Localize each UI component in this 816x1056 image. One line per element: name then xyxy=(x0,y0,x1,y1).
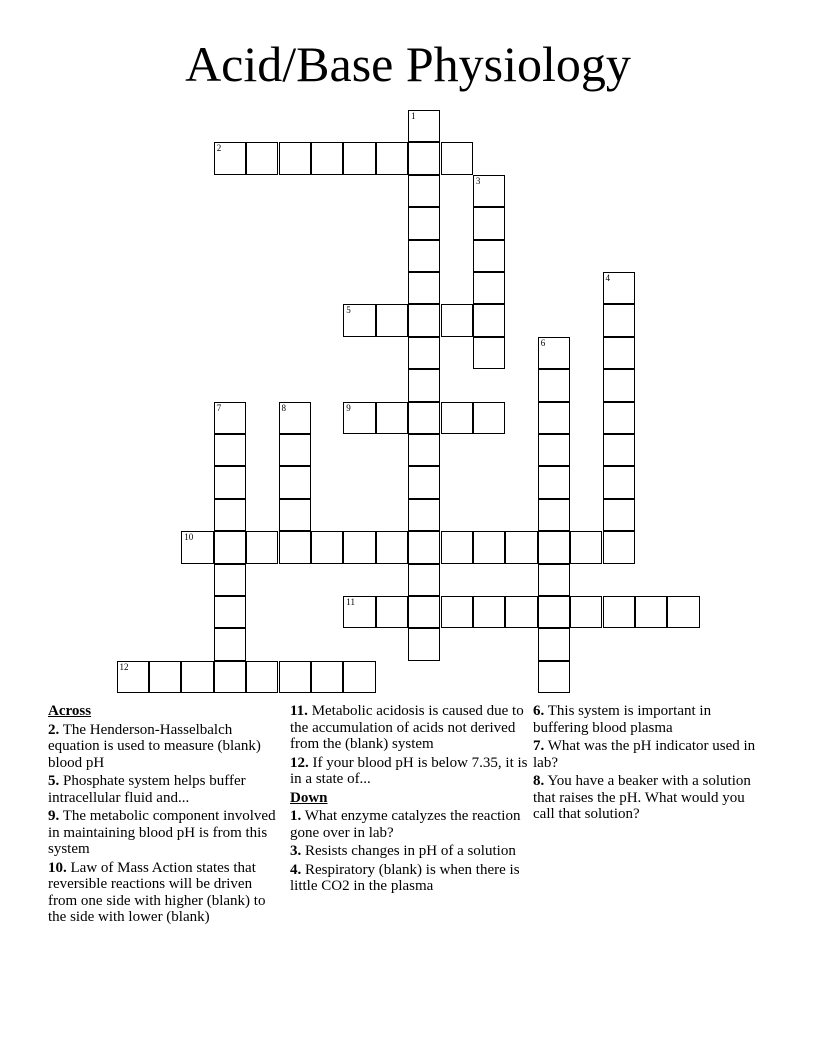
cell-number: 11 xyxy=(346,597,355,607)
across-clue-5 xyxy=(48,773,284,806)
grid-cell[interactable] xyxy=(408,434,440,466)
grid-cell[interactable] xyxy=(473,596,505,628)
clue-number: 10. xyxy=(48,859,67,876)
grid-cell[interactable] xyxy=(408,564,440,596)
page-title: Acid/Base Physiology xyxy=(185,36,631,92)
grid-cell[interactable] xyxy=(603,499,635,531)
grid-cell[interactable] xyxy=(279,661,311,693)
grid-cell[interactable] xyxy=(441,531,473,563)
clue-number: 2. xyxy=(48,721,60,738)
grid-cell[interactable] xyxy=(408,628,440,660)
clue-number: 8. xyxy=(533,773,545,789)
grid-cell[interactable] xyxy=(473,175,505,207)
grid-cell[interactable] xyxy=(214,466,246,498)
down-heading: Down xyxy=(290,789,328,806)
grid-cell[interactable] xyxy=(181,661,213,693)
grid-cell[interactable] xyxy=(408,369,440,401)
grid-cell[interactable] xyxy=(279,402,311,434)
clue-text: You have a beaker with a solution that raises the pH. What would you call that solution? xyxy=(533,773,751,822)
grid-cell[interactable] xyxy=(376,142,408,174)
cell-number: 8 xyxy=(281,402,286,413)
grid-cell[interactable] xyxy=(538,564,570,596)
grid-cell[interactable] xyxy=(441,402,473,434)
grid-cell[interactable] xyxy=(603,466,635,498)
grid-cell[interactable] xyxy=(214,661,246,693)
down-clue-3 xyxy=(290,843,528,860)
grid-cell[interactable] xyxy=(214,531,246,563)
grid-cell[interactable] xyxy=(408,402,440,434)
clue-text: What was the pH indicator used in lab? xyxy=(533,738,756,771)
grid-cell[interactable] xyxy=(343,596,375,628)
grid-cell[interactable] xyxy=(635,596,667,628)
clue-number: 7. xyxy=(533,738,545,754)
grid-cell[interactable] xyxy=(538,369,570,401)
grid-cell[interactable] xyxy=(473,272,505,304)
grid-cell[interactable] xyxy=(538,402,570,434)
grid-cell[interactable] xyxy=(149,661,181,693)
grid-cell[interactable] xyxy=(408,531,440,563)
grid-cell[interactable] xyxy=(408,499,440,531)
grid-cell[interactable] xyxy=(376,304,408,336)
grid-cell[interactable] xyxy=(408,110,440,142)
grid-cell[interactable] xyxy=(214,434,246,466)
grid-cell[interactable] xyxy=(538,531,570,563)
across-clue-11 xyxy=(290,703,528,753)
grid-cell[interactable] xyxy=(603,434,635,466)
grid-cell[interactable] xyxy=(667,596,699,628)
grid-cell[interactable] xyxy=(246,142,278,174)
grid-cell[interactable] xyxy=(279,531,311,563)
grid-cell[interactable] xyxy=(279,434,311,466)
grid-cell[interactable] xyxy=(473,337,505,369)
cell-number: 7 xyxy=(216,402,222,413)
down-clue-6 xyxy=(533,703,769,736)
grid-cell[interactable] xyxy=(343,304,375,336)
down-clue-8 xyxy=(533,773,769,823)
clue-text: The Henderson-Hasselbalch equation is used to measure (blank) blood pH xyxy=(48,721,261,771)
clue-number: 11. xyxy=(290,703,308,719)
grid-cell[interactable] xyxy=(214,564,246,596)
grid-cell[interactable] xyxy=(343,142,375,174)
cell-number: 10 xyxy=(184,532,194,543)
grid-cell[interactable] xyxy=(343,402,375,434)
grid-cell[interactable] xyxy=(408,142,440,174)
grid-cell[interactable] xyxy=(181,531,213,563)
grid-cell[interactable] xyxy=(408,240,440,272)
cell-number: 2 xyxy=(216,143,222,154)
cell-number: 5 xyxy=(346,305,351,316)
grid-cell[interactable] xyxy=(603,596,635,628)
grid-cell[interactable] xyxy=(246,531,278,563)
grid-cell[interactable] xyxy=(343,661,375,693)
clue-text: This system is important in buffering blood plasma xyxy=(533,703,712,736)
grid-cell[interactable] xyxy=(279,466,311,498)
grid-cell[interactable] xyxy=(343,531,375,563)
clue-number: 3. xyxy=(290,843,302,859)
grid-cell[interactable] xyxy=(311,531,343,563)
grid-cell[interactable] xyxy=(214,402,246,434)
across-clue-9 xyxy=(48,808,284,858)
grid-cell[interactable] xyxy=(538,466,570,498)
clue-column-1 xyxy=(48,703,284,928)
grid-cell[interactable] xyxy=(311,661,343,693)
down-clue-7 xyxy=(533,738,769,771)
grid-cell[interactable] xyxy=(408,272,440,304)
grid-cell[interactable] xyxy=(505,596,537,628)
clue-number: 5. xyxy=(48,773,60,789)
clue-text: If your blood pH is below 7.35, it is in a state of... xyxy=(290,754,528,787)
grid-cell[interactable] xyxy=(570,531,602,563)
clue-text: Law of Mass Action states that reversible reactions will be driven from one side with higher (blank) to the side with lower (blank) xyxy=(48,859,266,925)
grid-cell[interactable] xyxy=(603,337,635,369)
grid-cell[interactable] xyxy=(538,499,570,531)
grid-cell[interactable] xyxy=(214,596,246,628)
grid-cell[interactable] xyxy=(376,531,408,563)
clue-text: The metabolic component involved in maintaining blood pH is from this system xyxy=(48,808,276,857)
grid-cell[interactable] xyxy=(408,175,440,207)
across-clue-12 xyxy=(290,755,528,788)
grid-cell[interactable] xyxy=(473,207,505,239)
grid-cell[interactable] xyxy=(441,304,473,336)
clue-number: 6. xyxy=(533,703,545,719)
grid-cell[interactable] xyxy=(603,402,635,434)
grid-cell[interactable] xyxy=(538,661,570,693)
grid-cell[interactable] xyxy=(538,628,570,660)
grid-cell[interactable] xyxy=(441,596,473,628)
grid-cell[interactable] xyxy=(408,596,440,628)
cell-number: 6 xyxy=(540,337,546,348)
grid-cell[interactable] xyxy=(117,661,149,693)
grid-cell[interactable] xyxy=(408,304,440,336)
grid-cell[interactable] xyxy=(214,499,246,531)
grid-cell[interactable] xyxy=(603,531,635,563)
cell-number: 3 xyxy=(475,175,481,186)
grid-cell[interactable] xyxy=(408,207,440,239)
grid-cell[interactable] xyxy=(473,531,505,563)
clue-text: What enzyme catalyzes the reaction gone over in lab? xyxy=(290,808,521,841)
grid-cell[interactable] xyxy=(408,337,440,369)
down-clue-1 xyxy=(290,808,528,841)
grid-cell[interactable] xyxy=(473,240,505,272)
grid-cell[interactable] xyxy=(408,466,440,498)
grid-cell[interactable] xyxy=(311,142,343,174)
grid-cell[interactable] xyxy=(505,531,537,563)
cell-number: 9 xyxy=(346,402,351,413)
grid-cell[interactable] xyxy=(441,142,473,174)
grid-cell[interactable] xyxy=(603,304,635,336)
grid-cell[interactable] xyxy=(603,272,635,304)
cell-number: 1 xyxy=(411,111,416,121)
grid-cell[interactable] xyxy=(603,369,635,401)
clue-number: 1. xyxy=(290,808,302,824)
grid-cell[interactable] xyxy=(473,402,505,434)
cell-number: 4 xyxy=(605,273,610,283)
grid-cell[interactable] xyxy=(538,596,570,628)
grid-cell[interactable] xyxy=(538,337,570,369)
clue-text: Metabolic acidosis is caused due to the accumulation of acids not derived from the (blank) system xyxy=(290,703,524,752)
clue-number: 9. xyxy=(48,808,60,824)
grid-cell[interactable] xyxy=(473,304,505,336)
grid-cell[interactable] xyxy=(376,402,408,434)
clue-number: 12. xyxy=(290,754,309,771)
across-heading: Across xyxy=(48,703,92,719)
grid-cell[interactable] xyxy=(376,596,408,628)
grid-cell[interactable] xyxy=(279,142,311,174)
clue-column-2 xyxy=(290,703,528,897)
clue-text: Resists changes in pH of a solution xyxy=(305,843,516,859)
across-clue-10 xyxy=(48,860,284,926)
clue-column-3 xyxy=(533,703,769,825)
grid-cell[interactable] xyxy=(570,596,602,628)
grid-cell[interactable] xyxy=(214,628,246,660)
clue-text: Respiratory (blank) is when there is little CO2 in the plasma xyxy=(290,861,520,894)
grid-cell[interactable] xyxy=(214,142,246,174)
down-clue-4 xyxy=(290,862,528,895)
grid-cell[interactable] xyxy=(279,499,311,531)
across-clue-2 xyxy=(48,722,284,772)
clue-number: 4. xyxy=(290,861,302,878)
grid-cell[interactable] xyxy=(246,661,278,693)
cell-number: 12 xyxy=(119,661,129,672)
grid-cell[interactable] xyxy=(538,434,570,466)
clue-text: Phosphate system helps buffer intracellular fluid and... xyxy=(48,773,246,806)
